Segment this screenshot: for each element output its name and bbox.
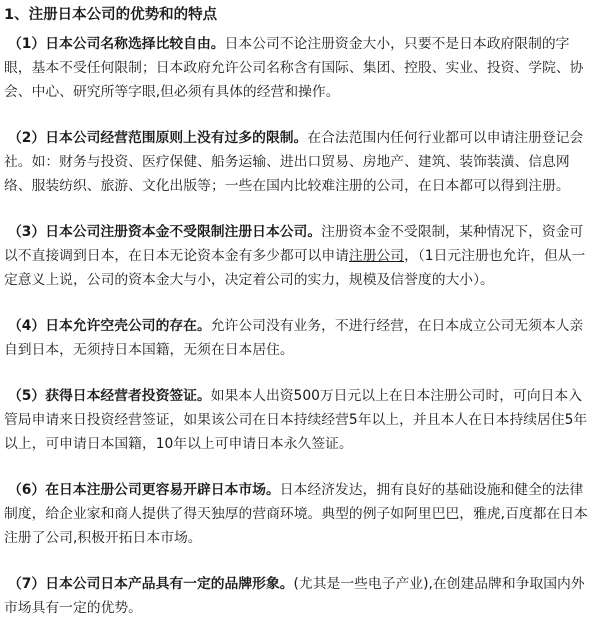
paragraph-1 [4,32,594,104]
paragraph-7-body: (尤其是一些电子产业),在创建品牌和争取国内外市场具有一定的优势。 [4,576,585,616]
paragraph-5-body: 如果本人出资500万日元以上在日本注册公司时，可向日本入管局申请来日投资经营签证，如果该公司在日本持续经营5年以上，并且本人在日本持续居住5年以上，可申请日本国籍，10年以上可申请日本永久签证。 [4,388,588,452]
paragraph-2-body: 在合法范围内任何行业都可以申请注册登记会社。如：财务与投资、医疗保健、船务运输、进出口贸易、房地产、建筑、装饰装潢、信息网络、服装纺织、旅游、文化出版等；一些在国内比较难注册的公司，在日本都可以得到注册。 [4,130,584,194]
paragraph-6 [4,478,594,550]
paragraph-3 [4,220,594,292]
paragraph-6-body: 日本经济发达，拥有良好的基础设施和健全的法律制度，给企业家和商人提供了得天独厚的营商环境。典型的例子如阿里巴巴，雅虎,百度都在日本注册了公司,积极开拓日本市场。 [4,482,588,546]
paragraph-2-heading: （2）日本公司经营范围原则上没有过多的限制。 [8,130,308,146]
paragraph-1-body: 日本公司不论注册资金大小，只要不是日本政府限制的字眼，基本不受任何限制；日本政府允许公司名称含有国际、集团、控股、实业、投资、学院、协会、中心、研究所等字眼,但必须有具体的经营和操作。 [4,36,584,100]
register-company-link[interactable]: 注册公司 [348,248,405,264]
paragraph-5 [4,384,594,456]
paragraph-7 [4,572,594,620]
paragraph-7-heading: （7）日本公司日本产品具有一定的品牌形象。 [8,576,294,592]
paragraph-4-body: 允许公司没有业务，不进行经营，在日本成立公司无须本人亲自到日本，无须持日本国籍，无须在日本居住。 [4,318,584,358]
paragraph-2 [4,126,594,198]
paragraph-3-heading: （3）日本公司注册资本金不受限制注册日本公司。 [8,224,322,240]
paragraph-4 [4,314,594,362]
paragraph-3-body-end: ，（1日元注册也允许，但从一定意义上说，公司的资本金大与小，决定着公司的实力，规模及信誉度的大小）。 [4,248,586,288]
paragraph-5-heading: （5）获得日本经营者投资签证。 [8,388,211,404]
paragraph-3-body-start: 注册资本金不受限制，某种情况下，资金可以不直接调到日本，在日本无论资本金有多少都可以申请 [4,224,584,264]
paragraph-4-heading: （4）日本允许空壳公司的存在。 [8,318,211,334]
paragraph-6-heading: （6）在日本注册公司更容易开辟日本市场。 [8,482,280,498]
paragraph-1-heading: （1）日本公司名称选择比较自由。 [8,36,225,52]
section-title: 1、注册日本公司的优势和的特点 [4,7,218,23]
